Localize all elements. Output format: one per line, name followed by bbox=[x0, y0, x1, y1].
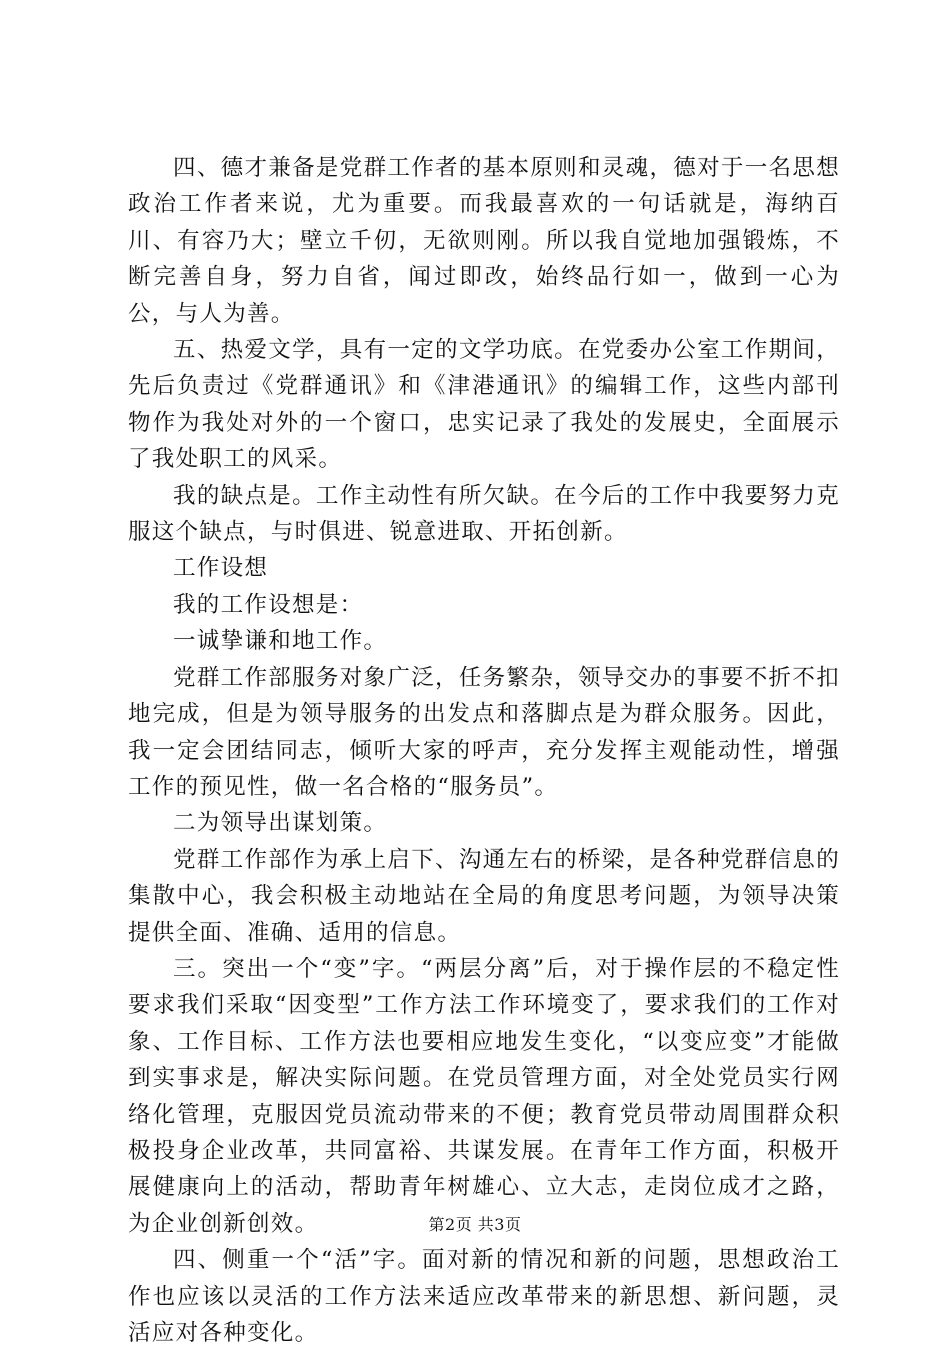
paragraph: 党群工作部服务对象广泛，任务繁杂，领导交办的事要不折不扣地完成，但是为领导服务的出发点和落脚点是为群众服务。因此，我一定会团结同志，倾听大家的呼声，充分发挥主观能动性，增强工作的预见性，做一名合格的“服务员”。 bbox=[128, 664, 840, 800]
paragraph: 四、侧重一个“活”字。面对新的情况和新的问题，思想政治工作也应该以灵活的工作方法来适应改革带来的新思想、新问题，灵活应对各种变化。 bbox=[128, 1247, 840, 1346]
list-item-heading: 二为领导出谋划策。 bbox=[173, 810, 388, 837]
paragraph: 三。突出一个“变”字。“两层分离”后，对于操作层的不稳定性要求我们采取“因变型”工作方法工作环境变了，要求我们的工作对象、工作目标、工作方法也要相应地发生变化，“以变应变”才能做到实事求是，解决实际问题。在党员管理方面，对全处党员实行网络化管理，克服因党员流动带来的不便；教育党员带动周围群众积极投身企业改革，共同富裕、共谋发展。在青年工作方面，积极开展健康向上的活动，帮助青年树雄心、立大志，走岗位成才之路，为企业创新创效。 bbox=[128, 955, 840, 1237]
paragraph: 五、热爱文学，具有一定的文学功底。在党委办公室工作期间，先后负责过《党群通讯》和《津港通讯》的编辑工作，这些内部刊物作为我处对外的一个窗口，忠实记录了我处的发展史，全面展示了我处职工的风采。 bbox=[128, 337, 840, 473]
paragraph: 我的缺点是。工作主动性有所欠缺。在今后的工作中我要努力克服这个缺点，与时俱进、锐意进取、开拓创新。 bbox=[128, 482, 840, 546]
list-item-heading: 一诚挚谦和地工作。 bbox=[173, 628, 388, 655]
section-heading: 工作设想 bbox=[173, 555, 269, 582]
paragraph: 四、德才兼备是党群工作者的基本原则和灵魂，德对于一名思想政治工作者来说，尤为重要。而我最喜欢的一句话就是，海纳百川、有容乃大；壁立千仞，无欲则刚。所以我自觉地加强锻炼，不断完善自身，努力自省，闻过即改，始终品行如一，做到一心为公，与人为善。 bbox=[128, 155, 840, 327]
page-number-footer: 第2页 共3页 bbox=[428, 1215, 522, 1234]
paragraph: 党群工作部作为承上启下、沟通左右的桥梁，是各种党群信息的集散中心，我会积极主动地站在全局的角度思考问题，为领导决策提供全面、准确、适用的信息。 bbox=[128, 846, 840, 946]
paragraph: 我的工作设想是： bbox=[173, 591, 364, 618]
document-body bbox=[128, 150, 840, 1351]
